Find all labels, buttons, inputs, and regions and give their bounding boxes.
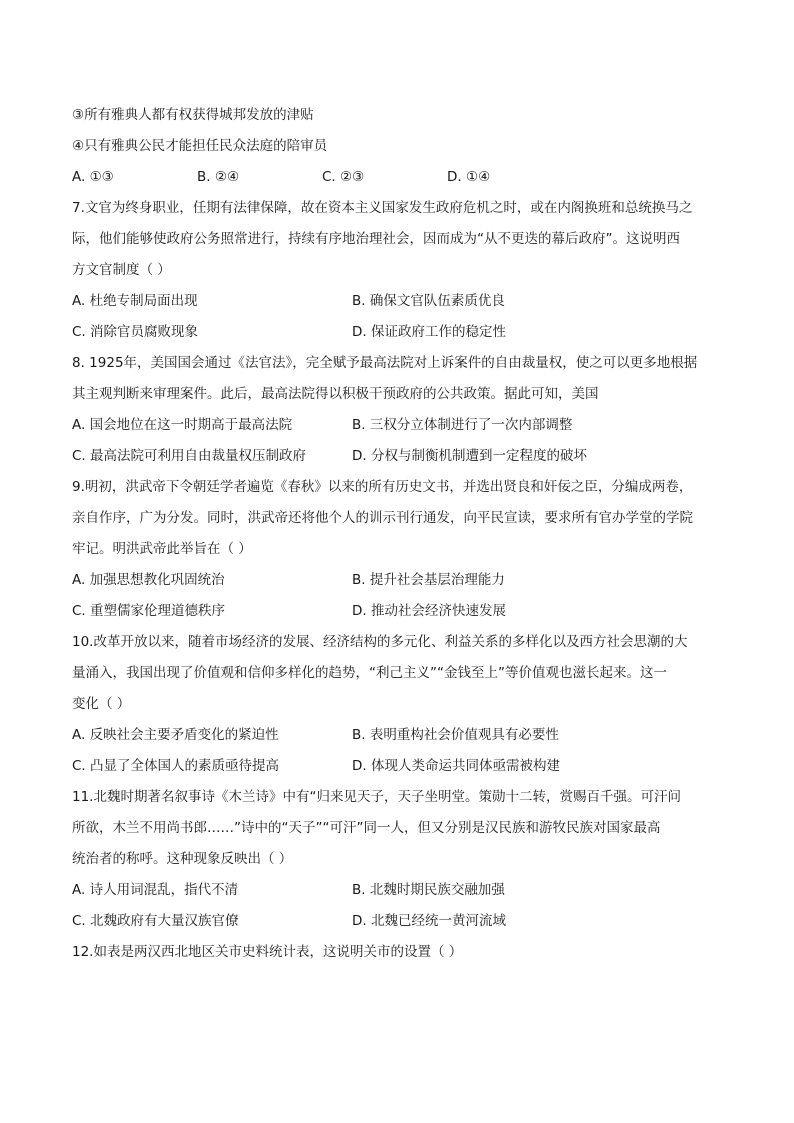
q11-options-row-1 — [72, 875, 722, 906]
q7-option-d: D. 保证政府工作的稳定性 — [352, 324, 506, 340]
q10-option-a: A. 反映社会主要矛盾变化的紧迫性 — [72, 727, 279, 743]
q10-option-b: B. 表明重构社会价值观具有必要性 — [352, 727, 559, 743]
q8-options-row-2 — [72, 441, 722, 472]
question-9-stem — [72, 472, 722, 565]
q11-option-a: A. 诗人用词混乱，指代不清 — [72, 882, 239, 898]
q8-line: 8. 1925年，美国国会通过《法官法》，完全赋予最高法院对上诉案件的自由裁量权，使之可以更多地根据 — [72, 355, 698, 371]
q9-option-b: B. 提升社会基层治理能力 — [352, 572, 505, 588]
q8-line: 其主观判断来审理案件。此后，最高法院得以积极干预政府的公共政策。据此可知，美国 — [72, 386, 599, 402]
q11-option-d: D. 北魏已经统一黄河流域 — [352, 913, 506, 929]
q10-line: 变化（ ） — [72, 696, 131, 712]
exam-page — [72, 100, 722, 968]
q7-option-b: B. 确保文官队伍素质优良 — [352, 293, 505, 309]
q6-option-c: C. ②③ — [322, 169, 365, 185]
q10-options-row-1 — [72, 720, 722, 751]
q6-options — [72, 162, 722, 193]
q11-line: 11.北魏时期著名叙事诗《木兰诗》中有“归来见天子，天子坐明堂。策勋十二转，赏赐百千强。可汗问 — [72, 789, 681, 805]
q7-line: 际，他们能够使政府公务照常进行，持续有序地治理社会，因而成为“从不更迭的幕后政府”。这说明西 — [72, 231, 680, 247]
question-7-stem — [72, 193, 722, 286]
q9-options-row-1 — [72, 565, 722, 596]
q11-options-row-2 — [72, 906, 722, 937]
statement-3: ③所有雅典人都有权获得城邦发放的津贴 — [72, 107, 314, 123]
q9-option-c: C. 重塑儒家伦理道德秩序 — [72, 603, 226, 619]
q10-options-row-2 — [72, 751, 722, 782]
q10-option-d: D. 体现人类命运共同体亟需被构建 — [352, 758, 560, 774]
q11-line: 所欲，木兰不用尚书郎……”诗中的“天子”“可汗”同一人，但又分别是汉民族和游牧民族对国家最高 — [72, 820, 661, 836]
q6-option-d: D. ①④ — [447, 169, 491, 185]
q9-line: 牢记。明洪武帝此举旨在（ ） — [72, 541, 252, 557]
q8-option-c: C. 最高法院可利用自由裁量权压制政府 — [72, 448, 307, 464]
q11-line: 统治者的称呼。这种现象反映出（ ） — [72, 851, 293, 867]
q7-option-c: C. 消除官员腐败现象 — [72, 324, 199, 340]
q7-line: 方文官制度（ ） — [72, 262, 171, 278]
q7-options-row-2 — [72, 317, 722, 348]
q8-option-b: B. 三权分立体制进行了一次内部调整 — [352, 417, 573, 433]
statement-4: ④只有雅典公民才能担任民众法庭的陪审员 — [72, 138, 328, 154]
q9-option-d: D. 推动社会经济快速发展 — [352, 603, 506, 619]
q7-line: 7.文官为终身职业，任期有法律保障，故在资本主义国家发生政府危机之时，或在内阁换班和总统换马之 — [72, 200, 693, 216]
q8-option-a: A. 国会地位在这一时期高于最高法院 — [72, 417, 293, 433]
q8-options-row-1 — [72, 410, 722, 441]
q9-option-a: A. 加强思想教化巩固统治 — [72, 572, 225, 588]
question-10-stem — [72, 627, 722, 720]
question-12-stem — [72, 937, 722, 968]
q10-line: 10.改革开放以来，随着市场经济的发展、经济结构的多元化、利益关系的多样化以及西方社会思潮的大 — [72, 634, 688, 650]
question-8-stem — [72, 348, 722, 410]
q10-option-c: C. 凸显了全体国人的素质亟待提高 — [72, 758, 280, 774]
q7-option-a: A. 杜绝专制局面出现 — [72, 293, 198, 309]
q6-option-b: B. ②④ — [197, 169, 240, 185]
q9-line: 9.明初，洪武帝下令朝廷学者遍览《春秋》以来的所有历史文书，并选出贤良和奸佞之臣，分编成两卷， — [72, 479, 693, 495]
q7-options-row-1 — [72, 286, 722, 317]
q9-line: 亲自作序，广为分发。同时，洪武帝还将他个人的训示刊行通发，向平民宣读，要求所有官办学堂的学院 — [72, 510, 693, 526]
q12-line: 12.如表是两汉西北地区关市史料统计表，这说明关市的设置（ ） — [72, 944, 463, 960]
q9-options-row-2 — [72, 596, 722, 627]
q8-option-d: D. 分权与制衡机制遭到一定程度的破坏 — [352, 448, 587, 464]
question-11-stem — [72, 782, 722, 875]
q11-option-b: B. 北魏时期民族交融加强 — [352, 882, 505, 898]
q11-option-c: C. 北魏政府有大量汉族官僚 — [72, 913, 239, 929]
q10-line: 量涌入，我国出现了价值观和信仰多样化的趋势，“利己主义”“金钱至上”等价值观也滋长起来。这一 — [72, 665, 667, 681]
q6-option-a: A. ①③ — [72, 169, 114, 185]
